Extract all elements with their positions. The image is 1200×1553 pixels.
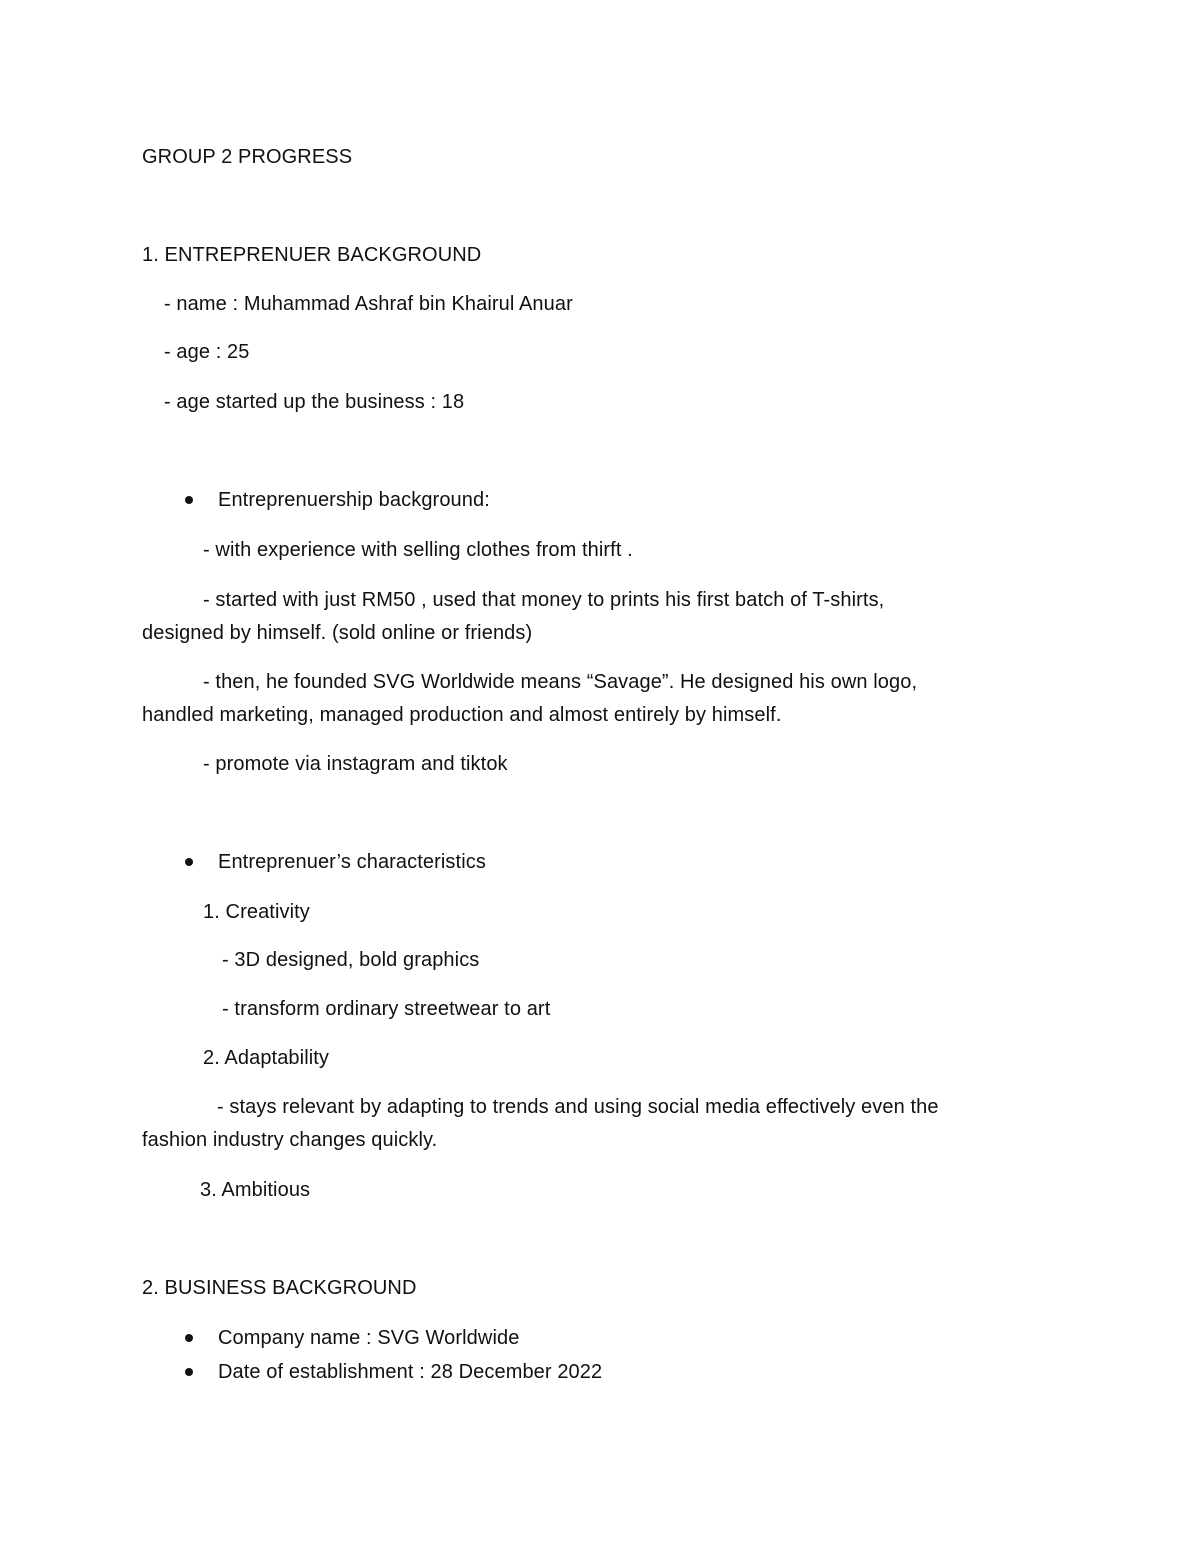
company-name: Company name : SVG Worldwide [218,1327,520,1349]
bullet-icon [185,1368,193,1376]
document-title: GROUP 2 PROGRESS [142,146,353,168]
characteristics-label: Entreprenuer’s characteristics [218,851,486,873]
entrepreneurship-background-label: Entreprenuership background: [218,489,490,511]
entrepreneur-age: - age : 25 [164,341,250,363]
characteristic-1-title: 1. Creativity [203,901,310,923]
background-item-3-line-1: - then, he founded SVG Worldwide means “Savage”. He designed his own logo, [203,671,918,693]
bullet-icon [185,496,193,504]
characteristic-2-line-2: fashion industry changes quickly. [142,1129,438,1151]
background-item-1: - with experience with selling clothes from thirft . [203,539,633,561]
background-item-4: - promote via instagram and tiktok [203,753,508,775]
characteristic-2-line-1: - stays relevant by adapting to trends and using social media effectively even the [217,1096,939,1118]
characteristic-1-item-1: - 3D designed, bold graphics [222,949,480,971]
background-item-2-line-2: designed by himself. (sold online or friends) [142,622,533,644]
date-of-establishment: Date of establishment : 28 December 2022 [218,1361,603,1383]
section-1-heading: 1. ENTREPRENUER BACKGROUND [142,244,482,266]
characteristic-2-title: 2. Adaptability [203,1047,330,1069]
bullet-icon [185,858,193,866]
characteristic-1-item-2: - transform ordinary streetwear to art [222,998,551,1020]
bullet-icon [185,1334,193,1342]
entrepreneur-age-started: - age started up the business : 18 [164,391,465,413]
background-item-3-line-2: handled marketing, managed production and almost entirely by himself. [142,704,782,726]
characteristic-3-title: 3. Ambitious [200,1179,311,1201]
entrepreneur-name: - name : Muhammad Ashraf bin Khairul Anuar [164,293,573,315]
section-2-heading: 2. BUSINESS BACKGROUND [142,1277,417,1299]
background-item-2-line-1: - started with just RM50 , used that money to prints his first batch of T-shirts, [203,589,885,611]
